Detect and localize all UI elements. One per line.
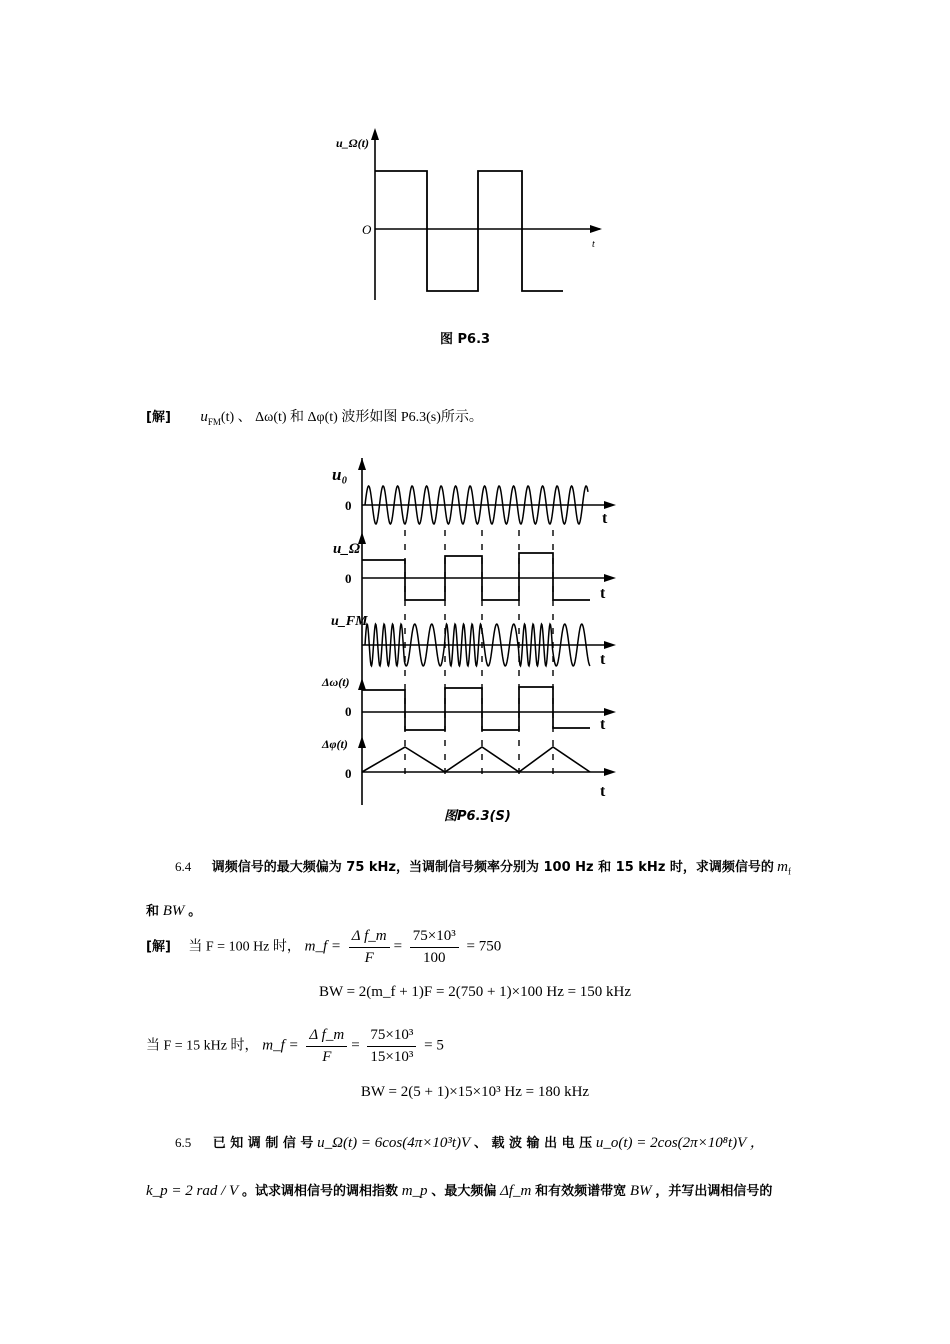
label-t-4: t — [600, 716, 606, 733]
label-dphi: Δφ(t) — [322, 737, 348, 751]
problem-65-line2: k_p = 2 rad / V 。试求调相信号的调相指数 m_p 、最大频偏 Δf_m 和有效频谱带宽 BW ，并写出调相信号的 — [146, 1183, 773, 1199]
problem-64-number: 6.4 — [175, 859, 192, 874]
label-t-3: t — [600, 651, 606, 668]
square-wave — [375, 171, 563, 291]
solution-intro: [解] $u_{FM}(t)$ 、 Δω(t) 和 Δφ(t) 波形如图 P6.3(s)所示。 — [146, 409, 483, 427]
fig2-caption: 图P6.3(S) — [444, 809, 511, 824]
problem-65: 6.5 已 知 调 制 信 号 u_Ω(t) = 6cos(4π×10³t)V 、 载 波 输 出 电 压 u_o(t) = 2cos(2π×10⁸t)V ， — [175, 1135, 765, 1151]
solution-prefix: [解] — [146, 410, 171, 425]
solution-64-bw2: BW = 2(5 + 1)×15×10³ Hz = 180 kHz — [360, 1084, 590, 1100]
label-domega: Δω(t) — [322, 675, 350, 689]
label-zero-2: 0 — [345, 571, 352, 586]
problem-64-text: 调频信号的最大频偏为 75 kHz，当调制信号频率分别为 100 Hz 和 15 kHz 时，求调频信号的 — [211, 860, 774, 875]
label-uomega: u_Ω — [333, 541, 361, 557]
modulating-wave — [362, 553, 590, 600]
fig1-caption: 图 P6.3 — [440, 332, 491, 347]
problem-64: 6.4 调频信号的最大频偏为 75 kHz，当调制信号频率分别为 100 Hz 和 15 kHz 时，求调频信号的 $m_f$ — [175, 859, 791, 877]
figure-p63 — [0, 0, 950, 360]
label-ufm: u_FM — [331, 614, 368, 629]
problem-64-line2: 和 BW 。 — [146, 903, 202, 919]
label-zero-1: 0 — [345, 498, 352, 513]
solution-64-bw1: BW = 2(m_f + 1)F = 2(750 + 1)×100 Hz = 150 kHz — [318, 984, 632, 1000]
delta-omega-wave — [362, 687, 590, 730]
fig1-y-label: u_Ω(t) — [336, 136, 369, 150]
fig1-origin: O — [362, 222, 372, 237]
solution-64-case2: 当 F = 15 kHz 时， m_f = $\frac{\text{Δ f\_m}}{F}$ = $\frac{\text{75×10³}}{\text{15×10³}}$ = 5 — [146, 1027, 444, 1065]
label-t-5: t — [600, 783, 606, 800]
solution-64-case1: [解] 当 F = 100 Hz 时， m_f = $\frac{\text{Δ f\_m}}{F}$ = $\frac{\text{75×10³}}{100}$ = 750 — [146, 928, 502, 966]
label-zero-4: 0 — [345, 766, 352, 781]
label-t-1: t — [602, 510, 608, 527]
label-zero-3: 0 — [345, 704, 352, 719]
label-u0: u₀ — [332, 465, 348, 484]
delta-phi-wave — [362, 747, 590, 772]
fig1-t-label: t — [592, 239, 595, 250]
label-t-2: t — [600, 585, 606, 602]
figure-p63s — [0, 450, 950, 835]
